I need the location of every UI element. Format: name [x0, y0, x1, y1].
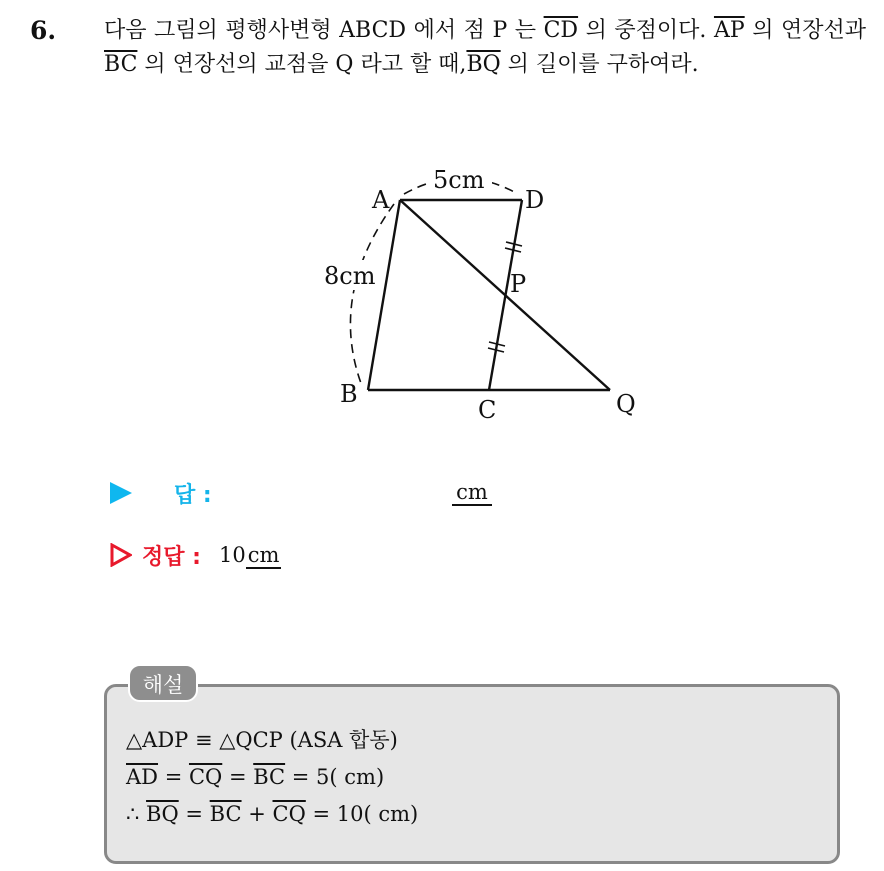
- segment-aq-line: [400, 200, 610, 390]
- question-text-part: 의 중점이다.: [578, 18, 714, 43]
- label-a: A: [372, 186, 390, 214]
- answer-blank-unit[interactable]: cm: [452, 480, 492, 506]
- segment-ap: $\overline{AP}$: [713, 18, 745, 43]
- segment-ab-line: [368, 200, 400, 390]
- label-d: D: [525, 186, 545, 214]
- answer-row: [110, 476, 212, 510]
- explanation-line-1: △ADP ≡ △QCP (ASA 합동): [126, 728, 398, 752]
- outline-triangle-icon: [110, 543, 132, 567]
- equals-sign: =: [222, 765, 254, 789]
- segment-bq: $\overline{BQ}$: [146, 802, 179, 826]
- question-text-part: 다음 그림의 평행사변형 ABCD 에서 점 P 는: [104, 18, 544, 43]
- therefore-symbol: ∴: [126, 802, 147, 826]
- explanation-line-2: [126, 759, 418, 796]
- question-text-part: 의 연장선과: [744, 18, 866, 43]
- parallelogram-figure: [300, 160, 660, 430]
- equation-result: = 5( cm): [285, 765, 385, 789]
- equals-sign: =: [158, 765, 189, 789]
- correct-answer-unit: cm: [247, 543, 280, 567]
- explanation-content: [126, 722, 418, 833]
- question-text-part: 의 길이를 구하여라.: [500, 52, 699, 77]
- play-triangle-icon: [110, 482, 132, 504]
- segment-bc: $\overline{BC}$: [104, 52, 138, 77]
- explanation-tag: 해설: [128, 664, 198, 702]
- segment-ad: $\overline{AD}$: [126, 765, 159, 789]
- segment-cq: $\overline{CQ}$: [272, 802, 306, 826]
- label-top-length: 5cm: [433, 166, 485, 194]
- equation-result: = 10( cm): [305, 802, 419, 826]
- segment-cd: $\overline{CD}$: [543, 18, 579, 43]
- equals-sign: =: [178, 802, 210, 826]
- label-q: Q: [616, 390, 636, 418]
- question-text: [104, 14, 866, 82]
- label-b: B: [340, 380, 358, 408]
- label-c: C: [478, 396, 497, 424]
- question-text-part: 의 연장선의 교점을 Q 라고 할 때,: [137, 52, 467, 77]
- segment-bc: $\overline{BC}$: [209, 802, 242, 826]
- label-p: P: [510, 270, 527, 298]
- correct-answer-row: [110, 538, 281, 572]
- plus-sign: +: [241, 802, 273, 826]
- segment-bq: $\overline{BQ}$: [466, 52, 501, 77]
- correct-answer-number: 10: [218, 543, 246, 567]
- explanation-line-3: [126, 796, 418, 833]
- label-left-length: 8cm: [324, 262, 376, 290]
- answer-label: 답 :: [174, 482, 212, 508]
- correct-answer-label: 정답 :: [142, 544, 201, 570]
- correct-answer-value: [219, 543, 281, 567]
- segment-bc: $\overline{BC}$: [253, 765, 286, 789]
- segment-cq: $\overline{CQ}$: [188, 765, 223, 789]
- question-number: 6.: [30, 16, 57, 45]
